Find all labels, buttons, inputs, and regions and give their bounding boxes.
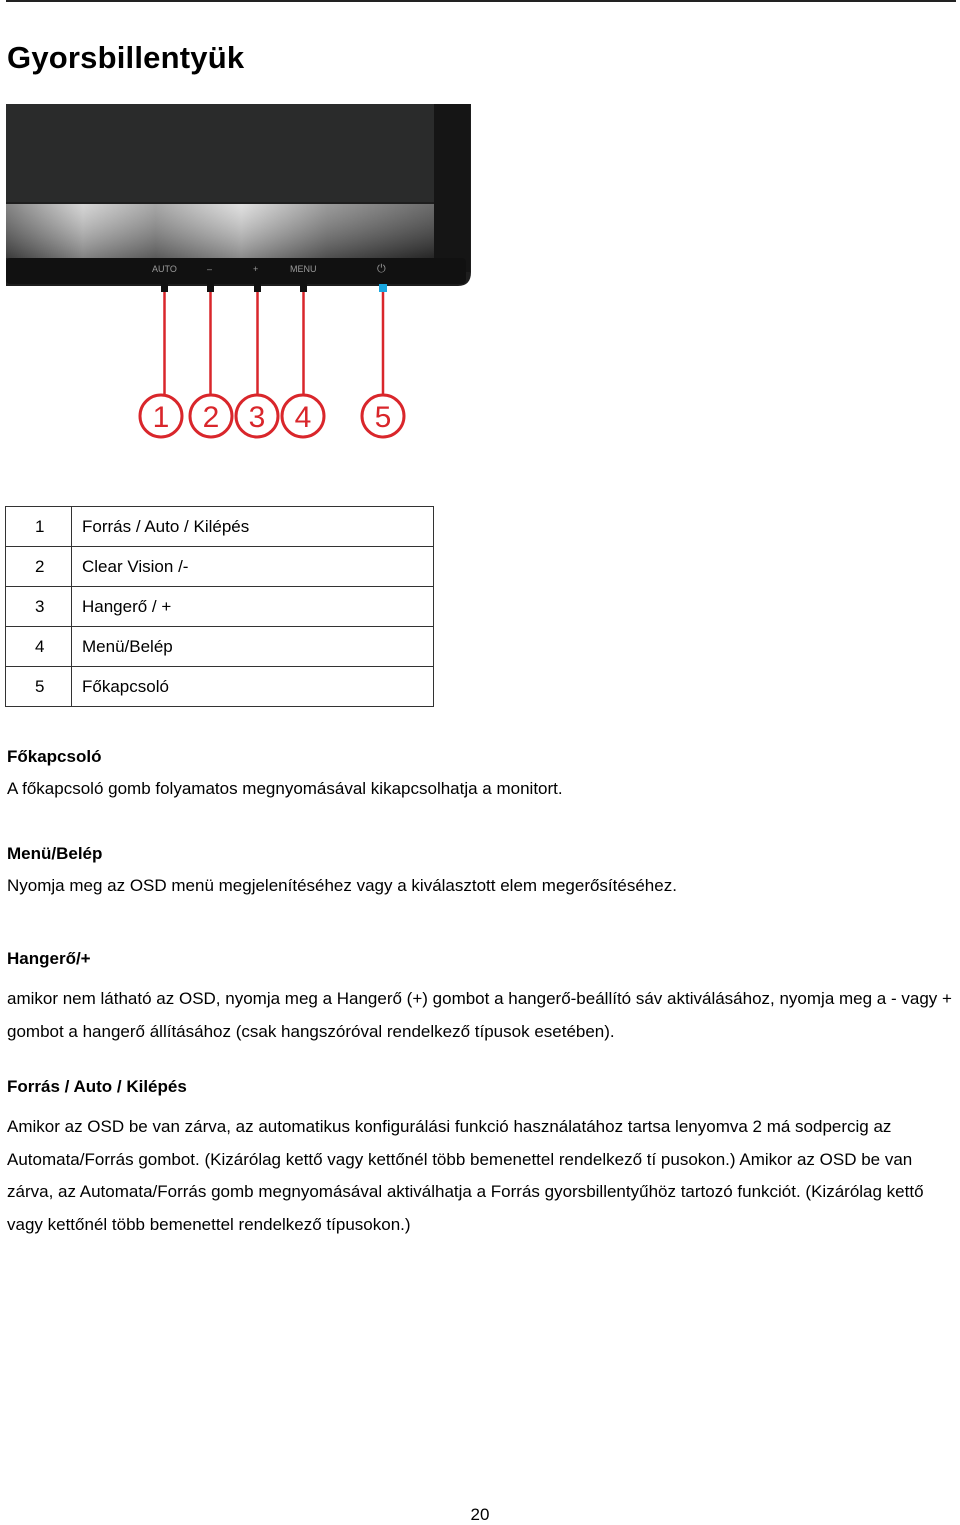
table-row bbox=[6, 627, 434, 667]
section-heading: Forrás / Auto / Kilépés bbox=[7, 1077, 187, 1096]
page-number: 20 bbox=[470, 1505, 490, 1524]
monitor-button-figure bbox=[6, 104, 476, 444]
key-number: 5 bbox=[6, 667, 72, 707]
table-row bbox=[6, 547, 434, 587]
key-label: Clear Vision /- bbox=[72, 547, 434, 587]
section-volume bbox=[7, 949, 957, 1048]
callout-number-5: 5 bbox=[374, 401, 392, 434]
callout-number-2: 2 bbox=[202, 401, 220, 434]
bezel-label-auto: AUTO bbox=[152, 264, 177, 274]
key-number: 3 bbox=[6, 587, 72, 627]
section-heading: Főkapcsoló bbox=[7, 747, 102, 766]
section-text: Nyomja meg az OSD menü megjelenítéséhez vagy a kiválasztott elem megerősítéséhez. bbox=[7, 876, 677, 895]
table-row bbox=[6, 667, 434, 707]
power-icon: ⏻ bbox=[377, 263, 386, 275]
bezel-label-plus: + bbox=[253, 264, 259, 274]
key-label: Hangerő / + bbox=[72, 587, 434, 627]
section-text: amikor nem látható az OSD, nyomja meg a Hangerő (+) gombot a hangerő-beállító sáv aktiválásához, nyomja meg a - vagy + gombot a hangerő állításához (csak hangszóróval rendelkező típusok esetében). bbox=[7, 989, 952, 1041]
table-row bbox=[6, 507, 434, 547]
section-source-auto-exit bbox=[7, 1077, 957, 1241]
key-label: Menü/Belép bbox=[72, 627, 434, 667]
page-title: Gyorsbillentyük bbox=[7, 40, 245, 75]
key-number: 2 bbox=[6, 547, 72, 587]
table-row bbox=[6, 587, 434, 627]
callout-number-4: 4 bbox=[294, 401, 312, 434]
section-power bbox=[7, 747, 957, 806]
section-menu bbox=[7, 844, 957, 903]
section-heading: Hangerő/+ bbox=[7, 949, 91, 968]
power-led bbox=[379, 284, 387, 292]
key-number: 1 bbox=[6, 507, 72, 547]
callout-number-3: 3 bbox=[248, 401, 266, 434]
bezel-label-menu: MENU bbox=[290, 264, 317, 274]
key-number: 4 bbox=[6, 627, 72, 667]
button-key-table bbox=[5, 506, 434, 707]
top-rule bbox=[6, 0, 956, 2]
section-text: A főkapcsoló gomb folyamatos megnyomásával kikapcsolhatja a monitort. bbox=[7, 779, 563, 798]
key-label: Forrás / Auto / Kilépés bbox=[72, 507, 434, 547]
screen-area bbox=[6, 104, 434, 202]
monitor-bezel-illustration bbox=[6, 104, 476, 444]
bezel-label-minus: – bbox=[207, 264, 213, 274]
section-heading: Menü/Belép bbox=[7, 844, 103, 863]
key-label: Főkapcsoló bbox=[72, 667, 434, 707]
callout-number-1: 1 bbox=[152, 401, 170, 434]
section-text: Amikor az OSD be van zárva, az automatikus konfigurálási funkció használatához tartsa lenyomva 2 má sodpercig az Automata/Forrás gombot. (Kizárólag kettő vagy kettőnél több bemenettel rendelkező tí pusokon.) Amikor az OSD be van zárva, az Automata/Forrás gomb megnyomásával aktiválhatja a Forrás gyorsbillentyűhöz tartozó funkciót. (Kizárólag kettő vagy kettőnél több bemenettel rendelkező típusokon.) bbox=[7, 1117, 924, 1234]
